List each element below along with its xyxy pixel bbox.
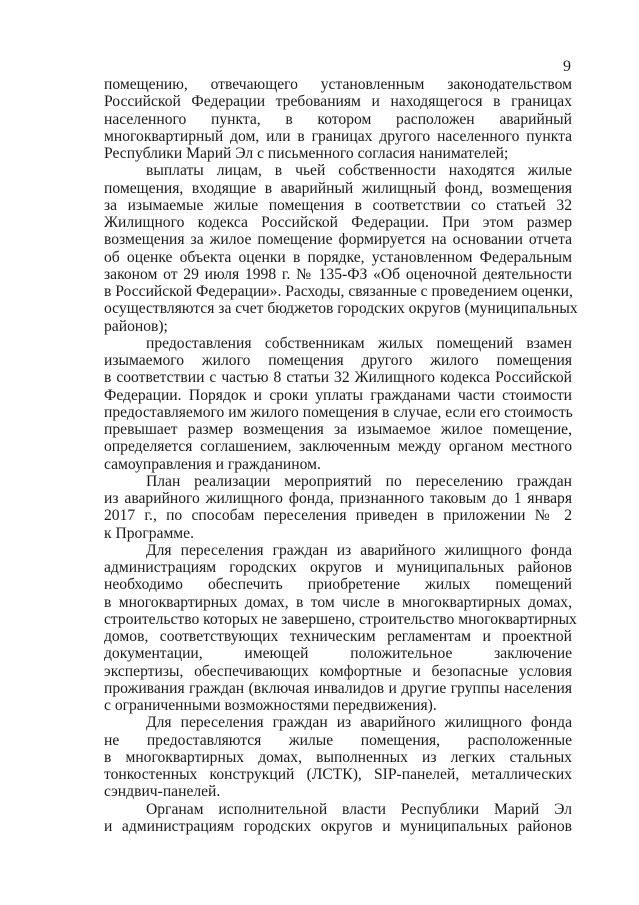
text-line: 2017 г., по способам переселения приведен в приложении № 2 [104, 507, 572, 525]
text-line: помещению, отвечающего установленным законодательством [104, 76, 572, 93]
text-line: План реализации мероприятий по переселению граждан [146, 472, 572, 490]
paragraph [104, 801, 572, 836]
text-line: домов, соответствующих техническим регламентам и проектной [104, 628, 572, 645]
text-line: осуществляются за счет бюджетов городских округов (муниципальных [104, 300, 578, 318]
text-line: в Российской Федерации». Расходы, связанные с проведением оценки, [104, 283, 573, 300]
text-line: Для переселения граждан из аварийного жилищного фонда [146, 541, 572, 559]
text-line: за изымаемые жилые помещения в соответствии со статьей 32 [104, 196, 572, 214]
text-line: с ограниченными возможностями передвижения). [104, 697, 437, 714]
text-line: возмещения за жилое помещение формируется на основании отчета [104, 231, 572, 249]
text-line: строительство которых не завершено, строительство многоквартирных [104, 610, 577, 628]
text-line: Российской Федерации требованиям и находящегося в границах [104, 93, 572, 111]
paragraph [104, 714, 572, 800]
text-line: населенного пункта, в котором расположен аварийный [104, 110, 572, 128]
text-line: многоквартирный дом, или в границах другого населенного пункта [104, 127, 572, 145]
text-line: из аварийного жилищного фонда, признанного таковым до 1 января [104, 490, 572, 507]
text-line: в многоквартирных домах, выполненных из легких стальных [104, 748, 572, 766]
text-line: районов); [104, 317, 168, 335]
text-line: в многоквартирных домах, в том числе в многоквартирных домах, [104, 593, 572, 611]
text-line: помещения, входящие в аварийный жилищный фонд, возмещения [104, 179, 572, 197]
paragraph [104, 76, 572, 162]
text-line: предоставляемого им жилого помещения в случае, если его стоимость [104, 403, 573, 421]
text-line: и администрациям городских округов и муниципальных районов [104, 817, 572, 835]
text-line: самоуправления и гражданином. [104, 455, 321, 473]
text-line: не предоставляются жилые помещения, расположенные [104, 731, 572, 749]
text-line: экспертизы, обеспечивающих комфортные и безопасные условия [104, 662, 572, 680]
text-line: предоставления собственникам жилых помещений взамен [146, 334, 572, 352]
text-line: изымаемого жилого помещения другого жилого помещения [104, 352, 572, 369]
text-line: проживания граждан (включая инвалидов и другие группы населения [104, 679, 572, 697]
paragraph [104, 473, 572, 542]
text-line: Органам исполнительной власти Республики Марий Эл [146, 800, 572, 818]
text-line: Жилищного кодекса Российской Федерации. При этом размер [104, 214, 572, 231]
text-line: Республики Марий Эл с письменного согласия нанимателей; [104, 145, 509, 162]
text-line: в соответствии с частью 8 статьи 32 Жилищного кодекса Российской [104, 369, 572, 387]
text-line: администрациям городских округов и муниципальных районов [104, 559, 572, 576]
text-line: Для переселения граждан из аварийного жилищного фонда [146, 714, 572, 732]
text-line: законом от 29 июля 1998 г. № 135-ФЗ «Об оценочной деятельности [104, 265, 572, 283]
paragraph [104, 335, 572, 473]
paragraph [104, 162, 578, 335]
page-number: 9 [563, 58, 571, 75]
document-body [104, 76, 578, 835]
text-line: к Программе. [104, 524, 194, 542]
text-line: Федерации. Порядок и сроки уплаты гражданами части стоимости [104, 386, 572, 404]
paragraph [104, 541, 577, 715]
text-line: выплаты лицам, в чьей собственности находятся жилые [146, 162, 572, 180]
text-line: документации, имеющей положительное заключение [104, 645, 572, 663]
text-line: тонкостенных конструкций (ЛСТК), SIP-панелей, металлических [104, 766, 572, 783]
text-line: сэндвич-панелей. [104, 783, 221, 801]
text-line: об оценке объекта оценки в порядке, установленном Федеральным [104, 248, 572, 266]
text-line: необходимо обеспечить приобретение жилых помещений [104, 576, 572, 594]
text-line: превышает размер возмещения за изымаемое жилое помещение, [104, 421, 572, 438]
text-line: определяется соглашением, заключенным между органом местного [104, 438, 572, 456]
